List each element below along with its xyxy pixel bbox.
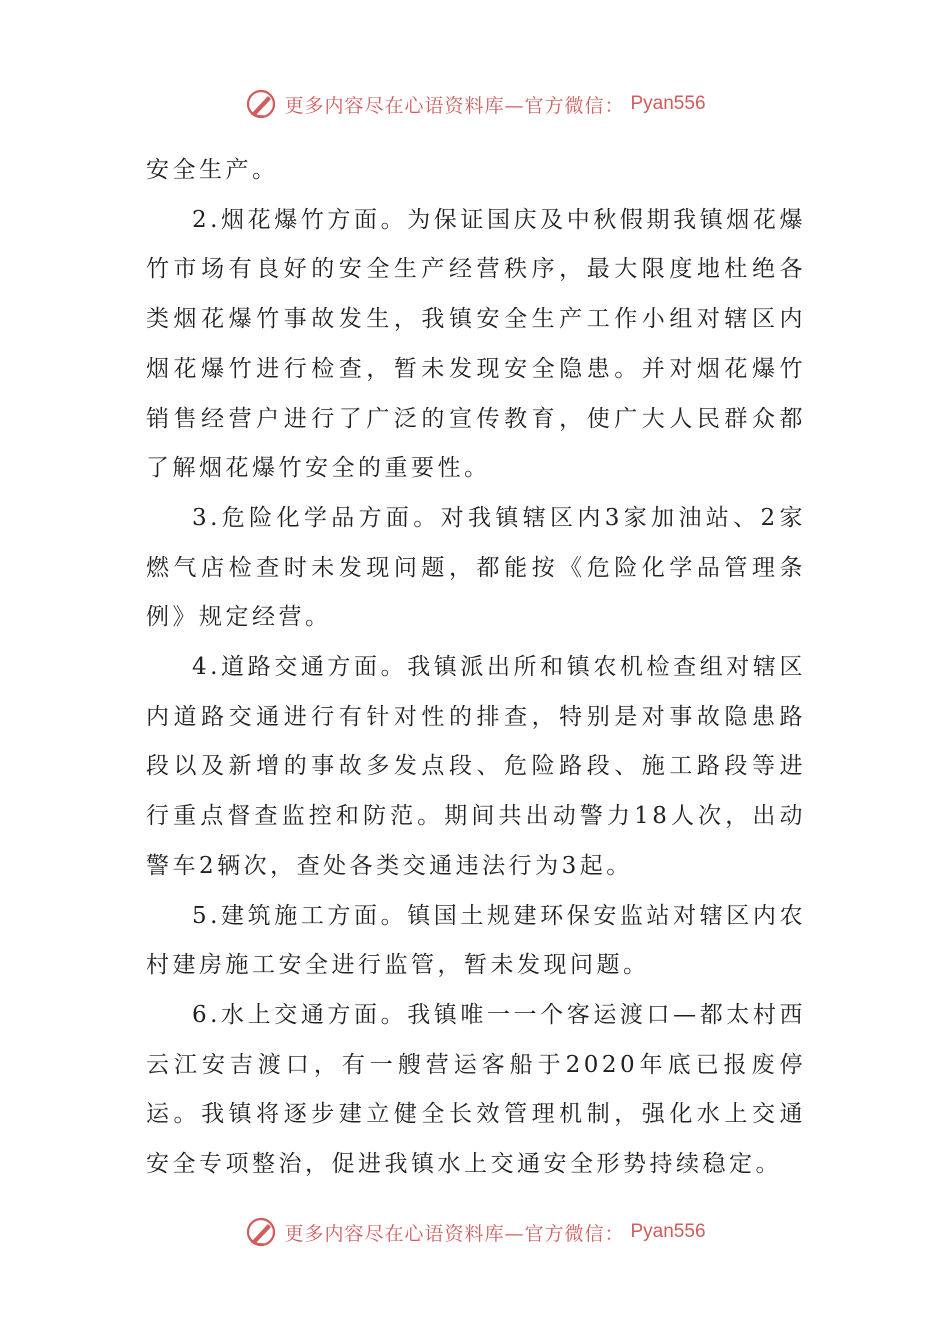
watermark-wechat-id: Pyan556 xyxy=(630,1221,706,1242)
paragraph: 2.烟花爆竹方面。为保证国庆及中秋假期我镇烟花爆竹市场有良好的安全生产经营秩序，最大限度地杜绝各类烟花爆竹事故发生，我镇安全生产工作小组对辖区内烟花爆竹进行检查，暂未发现安全隐患。并对烟花爆竹销售经营户进行了广泛的宣传教育，使广大人民群众都了解烟花爆竹安全的重要性。 xyxy=(146,206,806,482)
header-watermark xyxy=(0,84,950,124)
watermark-text: 更多内容尽在心语资料库—官方微信： xyxy=(284,94,625,117)
watermark-text: 更多内容尽在心语资料库—官方微信： xyxy=(284,1222,625,1245)
document-body xyxy=(146,146,806,1190)
paragraph: 安全生产。 xyxy=(146,157,279,183)
pen-logo-icon xyxy=(244,87,278,121)
paragraph: 3.危险化学品方面。对我镇辖区内3家加油站、2家燃气店检查时未发现问题，都能按《危险化学品管理条例》规定经营。 xyxy=(146,504,806,631)
pen-logo-icon xyxy=(244,1215,278,1249)
watermark-wechat-id: Pyan556 xyxy=(630,93,706,114)
paragraph: 5.建筑施工方面。镇国土规建环保安监站对辖区内农村建房施工安全进行监管，暂未发现问题。 xyxy=(146,902,806,979)
footer-watermark xyxy=(0,1212,950,1252)
paragraph: 6.水上交通方面。我镇唯一一个客运渡口—都太村西云江安吉渡口，有一艘营运客船于2020年底已报废停运。我镇将逐步建立健全长效管理机制，强化水上交通安全专项整治，促进我镇水上交通安全形势持续稳定。 xyxy=(146,1001,806,1178)
paragraph: 4.道路交通方面。我镇派出所和镇农机检查组对辖区内道路交通进行有针对性的排查，特别是对事故隐患路段以及新增的事故多发点段、危险路段、施工路段等进行重点督查监控和防范。期间共出动警力18人次，出动警车2辆次，查处各类交通违法行为3起。 xyxy=(146,654,806,879)
